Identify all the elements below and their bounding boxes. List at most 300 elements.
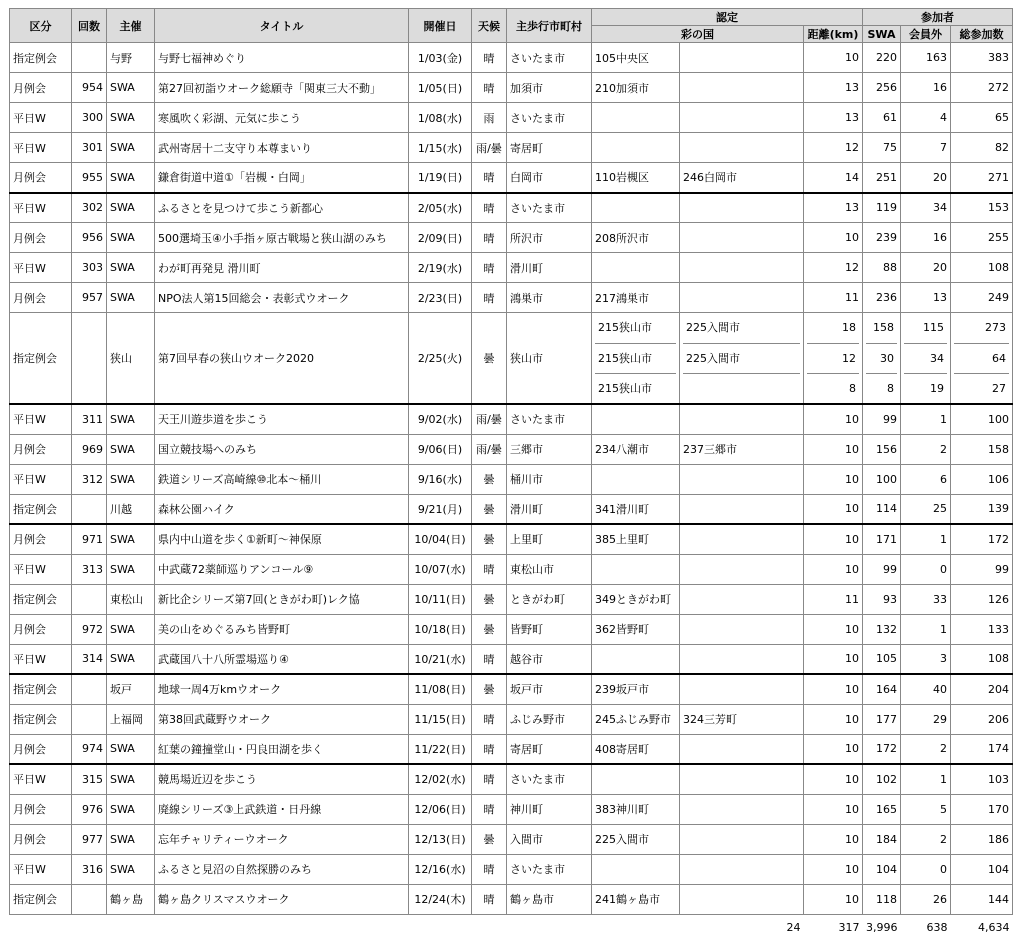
cell-distance: 10 <box>804 524 863 554</box>
cell-weather: 雨/曇 <box>472 434 507 464</box>
cell-number: 956 <box>72 223 107 253</box>
cell-cert1: 408寄居町 <box>592 734 680 764</box>
cell-weather: 晴 <box>472 794 507 824</box>
cell-category: 指定例会 <box>10 584 72 614</box>
cell-cert2-group <box>680 313 804 405</box>
cell-swa: 75 <box>863 133 901 163</box>
cell-date: 2/19(水) <box>409 253 472 283</box>
cell-swa: 93 <box>863 584 901 614</box>
cell-date: 10/11(日) <box>409 584 472 614</box>
table-row <box>10 404 1013 434</box>
cell-non-member: 19 <box>904 373 947 403</box>
cell-number: 301 <box>72 133 107 163</box>
table-row <box>10 584 1013 614</box>
cell-distance: 12 <box>807 343 859 373</box>
cell-date: 11/22(日) <box>409 734 472 764</box>
cell-cert2 <box>680 554 804 584</box>
cell-category: 指定例会 <box>10 884 72 914</box>
cell-cert2 <box>680 824 804 854</box>
cell-category: 平日W <box>10 404 72 434</box>
cell-number <box>72 43 107 73</box>
cell-cert2 <box>680 764 804 794</box>
cell-swa: 177 <box>863 704 901 734</box>
cell-total: 82 <box>951 133 1013 163</box>
cell-weather: 雨/曇 <box>472 133 507 163</box>
cell-date: 9/02(水) <box>409 404 472 434</box>
cell-distance: 12 <box>804 253 863 283</box>
table-row <box>10 554 1013 584</box>
cell-distance: 10 <box>804 404 863 434</box>
cell-organizer: SWA <box>107 283 155 313</box>
cell-distance: 10 <box>804 43 863 73</box>
cell-cert2: 324三芳町 <box>680 704 804 734</box>
cell-title: 武蔵国八十八所霊場巡り④ <box>155 644 409 674</box>
cell-weather: 晴 <box>472 223 507 253</box>
cell-organizer: SWA <box>107 524 155 554</box>
cell-organizer: 坂戸 <box>107 674 155 704</box>
cell-non-member: 2 <box>901 824 951 854</box>
cell-weather: 晴 <box>472 43 507 73</box>
cell-number: 971 <box>72 524 107 554</box>
cell-total: 153 <box>951 193 1013 223</box>
cell-number: 977 <box>72 824 107 854</box>
cell-non-member: 7 <box>901 133 951 163</box>
cell-city: 寄居町 <box>507 734 592 764</box>
cell-organizer: 鶴ヶ島 <box>107 884 155 914</box>
cell-category: 月例会 <box>10 824 72 854</box>
cell-title: ふるさとを見つけて歩こう新都心 <box>155 193 409 223</box>
cell-cert1: 208所沢市 <box>592 223 680 253</box>
cell-date: 1/05(日) <box>409 73 472 103</box>
cell-distance: 10 <box>804 494 863 524</box>
cell-cert1-group <box>592 313 680 405</box>
cell-cert1: 341滑川町 <box>592 494 680 524</box>
cell-date: 1/08(水) <box>409 103 472 133</box>
cell-distance: 14 <box>804 163 863 193</box>
cell-distance: 18 <box>842 321 857 334</box>
cell-cert1 <box>592 644 680 674</box>
table-row <box>10 73 1013 103</box>
cell-swa: 61 <box>863 103 901 133</box>
cell-category: 指定例会 <box>10 494 72 524</box>
cell-non-member: 29 <box>901 704 951 734</box>
cell-cert2 <box>680 524 804 554</box>
cell-title: 鎌倉街道中道①「岩槻・白岡」 <box>155 163 409 193</box>
cell-cert2 <box>683 373 800 403</box>
totals-row <box>10 914 1013 940</box>
cell-total: 144 <box>951 884 1013 914</box>
cell-date: 2/25(火) <box>409 313 472 405</box>
cell-organizer: SWA <box>107 854 155 884</box>
cell-swa: 99 <box>863 554 901 584</box>
header-organizer: 主催 <box>107 9 155 43</box>
cell-swa: 30 <box>866 343 897 373</box>
total-distance: 317 <box>838 920 860 934</box>
cell-city: 皆野町 <box>507 614 592 644</box>
cell-title: 紅葉の鐘撞堂山・円良田湖を歩く <box>155 734 409 764</box>
cell-cert2 <box>680 884 804 914</box>
cell-number <box>72 584 107 614</box>
cell-cert1: 234八潮市 <box>592 434 680 464</box>
cell-total: 100 <box>951 404 1013 434</box>
cell-distance: 10 <box>804 674 863 704</box>
cell-category: 月例会 <box>10 223 72 253</box>
cell-title: 鉄道シリーズ高崎線⑩北本～桶川 <box>155 464 409 494</box>
cell-city: 坂戸市 <box>507 674 592 704</box>
cell-category: 指定例会 <box>10 43 72 73</box>
cell-organizer: SWA <box>107 253 155 283</box>
cell-organizer: 東松山 <box>107 584 155 614</box>
cell-non-member: 33 <box>901 584 951 614</box>
cell-distance: 10 <box>804 794 863 824</box>
cell-city: 所沢市 <box>507 223 592 253</box>
cell-number: 974 <box>72 734 107 764</box>
header-total: 総参加数 <box>951 26 1013 43</box>
cell-swa: 164 <box>863 674 901 704</box>
cell-organizer: SWA <box>107 163 155 193</box>
cell-date: 11/15(日) <box>409 704 472 734</box>
cell-number: 955 <box>72 163 107 193</box>
cell-swa: 88 <box>863 253 901 283</box>
cell-total: 104 <box>951 854 1013 884</box>
cell-total: 65 <box>951 103 1013 133</box>
cell-swa: 102 <box>863 764 901 794</box>
cell-total: 273 <box>985 321 1007 334</box>
cell-city: 越谷市 <box>507 644 592 674</box>
cell-cert1: 383神川町 <box>592 794 680 824</box>
cell-total: 172 <box>951 524 1013 554</box>
cell-total: 272 <box>951 73 1013 103</box>
cell-swa: 114 <box>863 494 901 524</box>
cell-non-member: 1 <box>901 524 951 554</box>
cell-cert1 <box>592 103 680 133</box>
cell-total: 271 <box>951 163 1013 193</box>
header-sainokuni: 彩の国 <box>592 26 804 43</box>
cell-city: 鶴ヶ島市 <box>507 884 592 914</box>
cell-date: 1/03(金) <box>409 43 472 73</box>
cell-date: 12/06(日) <box>409 794 472 824</box>
cell-cert2 <box>680 464 804 494</box>
cell-city: 滑川町 <box>507 253 592 283</box>
cell-title: 武州寄居十二支守り本尊まいり <box>155 133 409 163</box>
cell-distance: 10 <box>804 554 863 584</box>
cell-category: 平日W <box>10 103 72 133</box>
cell-title: 国立競技場へのみち <box>155 434 409 464</box>
cell-non-member: 16 <box>901 73 951 103</box>
header-number: 回数 <box>72 9 107 43</box>
cell-cert2 <box>680 614 804 644</box>
cell-organizer: SWA <box>107 464 155 494</box>
cell-distance: 10 <box>804 464 863 494</box>
cell-total: 383 <box>951 43 1013 73</box>
table-row <box>10 674 1013 704</box>
table-row <box>10 734 1013 764</box>
cell-city: さいたま市 <box>507 193 592 223</box>
cell-number: 300 <box>72 103 107 133</box>
cell-title: 鶴ヶ島クリスマスウオーク <box>155 884 409 914</box>
cell-cert1: 215狭山市 <box>595 343 676 373</box>
cell-city: 加須市 <box>507 73 592 103</box>
cell-title: わが町再発見 滑川町 <box>155 253 409 283</box>
table-row <box>10 133 1013 163</box>
cell-non-member: 40 <box>901 674 951 704</box>
cell-cert2 <box>680 494 804 524</box>
cell-organizer: SWA <box>107 193 155 223</box>
cell-non-member: 20 <box>901 163 951 193</box>
cell-cert2: 225入間市 <box>686 321 740 334</box>
cell-title: 地球一周4万kmウオーク <box>155 674 409 704</box>
cell-number: 302 <box>72 193 107 223</box>
cell-weather: 晴 <box>472 884 507 914</box>
cell-weather: 晴 <box>472 193 507 223</box>
table-row <box>10 193 1013 223</box>
cell-date: 9/16(水) <box>409 464 472 494</box>
cell-cert2 <box>680 43 804 73</box>
cell-cert1: 385上里町 <box>592 524 680 554</box>
cell-total: 249 <box>951 283 1013 313</box>
cell-category: 平日W <box>10 644 72 674</box>
cell-cert2: 237三郷市 <box>680 434 804 464</box>
cell-total-group <box>951 313 1013 405</box>
cell-title: ふるさと見沼の自然探勝のみち <box>155 854 409 884</box>
cell-date: 10/04(日) <box>409 524 472 554</box>
cell-city: 東松山市 <box>507 554 592 584</box>
cell-date: 1/15(水) <box>409 133 472 163</box>
table-row <box>10 644 1013 674</box>
cell-distance: 10 <box>804 734 863 764</box>
cell-title: 中武蔵72薬師巡りアンコール⑨ <box>155 554 409 584</box>
cell-non-member: 1 <box>901 764 951 794</box>
cell-city: 寄居町 <box>507 133 592 163</box>
cell-city: さいたま市 <box>507 404 592 434</box>
cell-category: 月例会 <box>10 434 72 464</box>
cell-category: 平日W <box>10 253 72 283</box>
cell-title: 第27回初詣ウオーク総願寺「関東三大不動」 <box>155 73 409 103</box>
cell-number: 303 <box>72 253 107 283</box>
cell-swa: 239 <box>863 223 901 253</box>
cell-organizer: SWA <box>107 644 155 674</box>
cell-number: 316 <box>72 854 107 884</box>
cell-title: 廃線シリーズ③上武鉄道・日丹線 <box>155 794 409 824</box>
cell-distance: 10 <box>804 764 863 794</box>
cell-organizer: 川越 <box>107 494 155 524</box>
cell-distance: 13 <box>804 193 863 223</box>
cell-total: 158 <box>951 434 1013 464</box>
cell-weather: 曇 <box>472 674 507 704</box>
cell-number: 311 <box>72 404 107 434</box>
cell-cert1 <box>592 253 680 283</box>
cell-total: 170 <box>951 794 1013 824</box>
cell-non-member: 25 <box>901 494 951 524</box>
cell-swa: 105 <box>863 644 901 674</box>
cell-total: 108 <box>951 253 1013 283</box>
cell-cert1 <box>592 404 680 434</box>
cell-weather: 晴 <box>472 283 507 313</box>
cell-category: 月例会 <box>10 794 72 824</box>
cell-category: 平日W <box>10 854 72 884</box>
cell-weather: 曇 <box>472 584 507 614</box>
cell-total: 255 <box>951 223 1013 253</box>
cell-distance: 8 <box>807 373 859 403</box>
cell-organizer: SWA <box>107 223 155 253</box>
cell-title: 第7回早春の狭山ウオーク2020 <box>155 313 409 405</box>
cell-distance: 11 <box>804 283 863 313</box>
cell-organizer: 上福岡 <box>107 704 155 734</box>
cell-non-member: 34 <box>901 193 951 223</box>
cell-organizer: SWA <box>107 734 155 764</box>
cell-non-member: 3 <box>901 644 951 674</box>
cell-city: さいたま市 <box>507 764 592 794</box>
cell-category: 月例会 <box>10 524 72 554</box>
header-date: 開催日 <box>409 9 472 43</box>
cell-cert2 <box>680 253 804 283</box>
cell-title: 与野七福神めぐり <box>155 43 409 73</box>
cell-date: 10/18(日) <box>409 614 472 644</box>
cell-swa: 184 <box>863 824 901 854</box>
cell-category: 月例会 <box>10 734 72 764</box>
cell-weather: 晴 <box>472 73 507 103</box>
cell-non-member: 0 <box>901 554 951 584</box>
table-row <box>10 854 1013 884</box>
cell-cert2: 225入間市 <box>683 343 800 373</box>
cell-weather: 曇 <box>472 464 507 494</box>
table-row <box>10 163 1013 193</box>
header-distance: 距離(km) <box>804 26 863 43</box>
cell-number: 976 <box>72 794 107 824</box>
cell-organizer: SWA <box>107 824 155 854</box>
cell-weather: 晴 <box>472 253 507 283</box>
cell-category: 指定例会 <box>10 704 72 734</box>
cell-swa: 165 <box>863 794 901 824</box>
cell-distance: 10 <box>804 854 863 884</box>
cell-number <box>72 704 107 734</box>
cell-cert1 <box>592 193 680 223</box>
cell-non-member: 6 <box>901 464 951 494</box>
header-participants: 参加者 <box>863 9 1013 26</box>
cell-non-member: 34 <box>904 343 947 373</box>
cell-distance: 10 <box>804 434 863 464</box>
cell-swa: 172 <box>863 734 901 764</box>
cell-city: 鴻巣市 <box>507 283 592 313</box>
cell-date: 2/09(日) <box>409 223 472 253</box>
cell-cert1: 349ときがわ町 <box>592 584 680 614</box>
cell-total: 106 <box>951 464 1013 494</box>
total-participants: 4,634 <box>978 920 1010 934</box>
cell-city: ときがわ町 <box>507 584 592 614</box>
cell-weather: 晴 <box>472 704 507 734</box>
cell-organizer: SWA <box>107 404 155 434</box>
cell-distance: 10 <box>804 614 863 644</box>
cell-swa: 104 <box>863 854 901 884</box>
cell-organizer: SWA <box>107 133 155 163</box>
header-non-member: 会員外 <box>901 26 951 43</box>
cell-cert1 <box>592 764 680 794</box>
cell-city: 神川町 <box>507 794 592 824</box>
table-row <box>10 313 1013 405</box>
cell-cert1: 245ふじみ野市 <box>592 704 680 734</box>
cell-cert1: 215狭山市 <box>595 373 676 403</box>
cell-total: 64 <box>954 343 1009 373</box>
cell-cert1: 210加須市 <box>592 73 680 103</box>
cell-number: 313 <box>72 554 107 584</box>
cell-total: 103 <box>951 764 1013 794</box>
cell-cert1: 105中央区 <box>592 43 680 73</box>
header-weather: 天候 <box>472 9 507 43</box>
cell-city: さいたま市 <box>507 43 592 73</box>
cell-number: 969 <box>72 434 107 464</box>
cell-date: 2/23(日) <box>409 283 472 313</box>
cell-category: 月例会 <box>10 73 72 103</box>
cell-swa: 99 <box>863 404 901 434</box>
cell-distance: 12 <box>804 133 863 163</box>
cell-organizer: SWA <box>107 554 155 584</box>
cell-swa: 158 <box>873 321 895 334</box>
cell-weather: 雨 <box>472 103 507 133</box>
cell-category: 指定例会 <box>10 674 72 704</box>
cell-weather: 雨/曇 <box>472 404 507 434</box>
cell-cert1 <box>592 464 680 494</box>
cell-total: 204 <box>951 674 1013 704</box>
cell-date: 11/08(日) <box>409 674 472 704</box>
cell-organizer: SWA <box>107 614 155 644</box>
cell-title: 森林公園ハイク <box>155 494 409 524</box>
table-row <box>10 614 1013 644</box>
cell-cert2 <box>680 584 804 614</box>
cell-total: 99 <box>951 554 1013 584</box>
cell-weather: 曇 <box>472 494 507 524</box>
cell-city: 桶川市 <box>507 464 592 494</box>
cell-cert1: 110岩槻区 <box>592 163 680 193</box>
cell-category: 指定例会 <box>10 313 72 405</box>
cell-weather: 晴 <box>472 764 507 794</box>
cell-cert1: 241鶴ヶ島市 <box>592 884 680 914</box>
cell-non-member: 1 <box>901 404 951 434</box>
cell-non-member: 2 <box>901 434 951 464</box>
header-city: 主歩行市町村 <box>507 9 592 43</box>
table-row <box>10 524 1013 554</box>
cell-category: 平日W <box>10 133 72 163</box>
cell-distance: 10 <box>804 644 863 674</box>
cell-cert2: 246白岡市 <box>680 163 804 193</box>
cell-number: 312 <box>72 464 107 494</box>
events-table <box>9 8 1013 940</box>
cell-category: 月例会 <box>10 283 72 313</box>
cell-cert2 <box>680 223 804 253</box>
cell-cert1: 225入間市 <box>592 824 680 854</box>
cell-distance: 13 <box>804 73 863 103</box>
cell-city: 狭山市 <box>507 313 592 405</box>
cell-cert1 <box>592 554 680 584</box>
cell-swa: 118 <box>863 884 901 914</box>
cell-category: 平日W <box>10 193 72 223</box>
cell-non-member: 163 <box>901 43 951 73</box>
cell-weather: 曇 <box>472 614 507 644</box>
table-row <box>10 253 1013 283</box>
cell-weather: 晴 <box>472 734 507 764</box>
cell-swa: 132 <box>863 614 901 644</box>
cell-distance: 10 <box>804 884 863 914</box>
cell-date: 2/05(水) <box>409 193 472 223</box>
cell-weather: 晴 <box>472 644 507 674</box>
cell-city: 三郷市 <box>507 434 592 464</box>
cell-city: ふじみ野市 <box>507 704 592 734</box>
cell-cert2 <box>680 404 804 434</box>
cell-date: 10/21(水) <box>409 644 472 674</box>
table-header <box>10 9 1013 43</box>
cell-organizer: SWA <box>107 794 155 824</box>
table-row <box>10 764 1013 794</box>
table-body <box>10 43 1013 915</box>
